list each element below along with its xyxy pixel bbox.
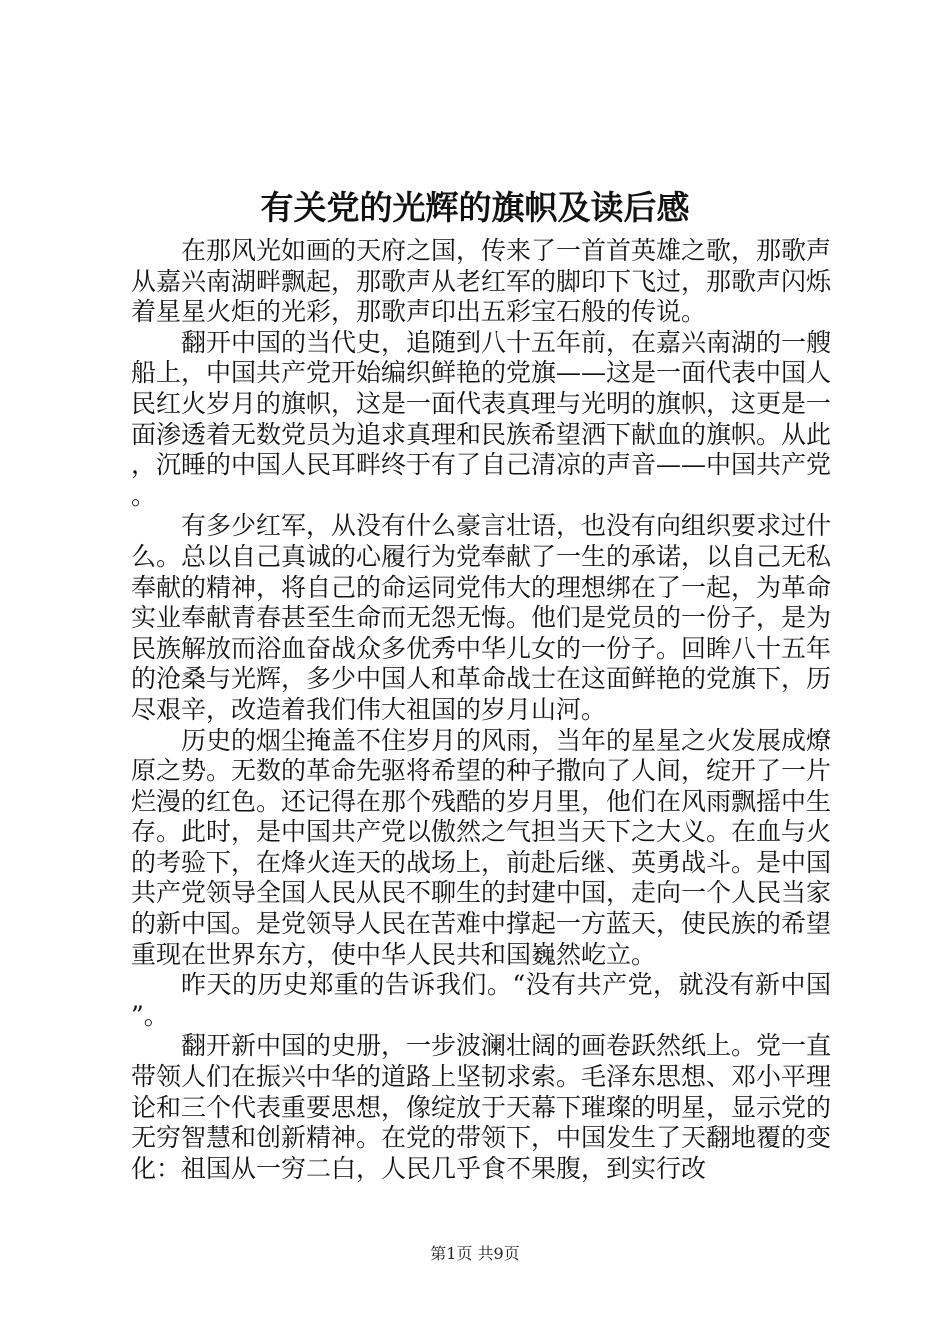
paragraph: 在那风光如画的天府之国，传来了一首首英雄之歌，那歌声从嘉兴南湖畔飘起，那歌声从老红军的脚印下飞过，那歌声闪烁着星星火炬的光彩，那歌声印出五彩宝石般的传说。 xyxy=(131,236,832,327)
paragraph: 昨天的历史郑重的告诉我们。“没有共产党，就没有新中国”。 xyxy=(131,970,831,1030)
paragraph: 有多少红军，从没有什么豪言壮语，也没有向组织要求过什么。总以自己真诚的心履行为党奉献了一生的承诺，以自己无私奉献的精神，将自己的命运同党伟大的理想绑在了一起，为革命实业奉献青春甚至生命而无怨无悔。他们是党员的一份子，是为民族解放而浴血奋战众多优秀中华儿女的一份子。回眸八十五年的沧桑与光辉，多少中国人和革命战士在这面鲜艳的党旗下，历尽艰辛，改造着我们伟大祖国的岁月山河。 xyxy=(131,511,832,724)
page-number-footer: 第1页 共9页 xyxy=(430,1244,520,1263)
paragraph: 历史的烟尘掩盖不住岁月的风雨，当年的星星之火发展成燎原之势。无数的革命先驱将希望的种子撒向了人间，绽开了一片烂漫的红色。还记得在那个残酷的岁月里，他们在风雨飘摇中生存。此时，是中国共产党以傲然之气担当天下之大义。在血与火的考验下，在烽火连天的战场上，前赴后继、英勇战斗。是中国共产党领导全国人民从民不聊生的封建中国，走向一个人民当家的新中国。是党领导人民在苦难中撑起一方蓝天，使民族的希望重现在世界东方，使中华人民共和国巍然屹立。 xyxy=(131,725,832,969)
document-title: 有关党的光辉的旗帜及读后感 xyxy=(260,188,690,227)
document-body xyxy=(131,236,831,1184)
paragraph: 翻开新中国的史册，一步波澜壮阔的画卷跃然纸上。党一直带领人们在振兴中华的道路上坚韧求索。毛泽东思想、邓小平理论和三个代表重要思想，像绽放于天幕下璀璨的明星，显示党的无穷智慧和创新精神。在党的带领下，中国发生了天翻地覆的变化：祖国从一穷二白，人民几乎食不果腹，到实行改 xyxy=(131,1031,832,1183)
paragraph: 翻开中国的当代史，追随到八十五年前，在嘉兴南湖的一艘船上，中国共产党开始编织鲜艳的党旗——这是一面代表中国人民红火岁月的旗帜，这是一面代表真理与光明的旗帜，这更是一面渗透着无数党员为追求真理和民族希望洒下献血的旗帜。从此，沉睡的中国人民耳畔终于有了自己清凉的声音——中国共产党。 xyxy=(131,327,832,510)
